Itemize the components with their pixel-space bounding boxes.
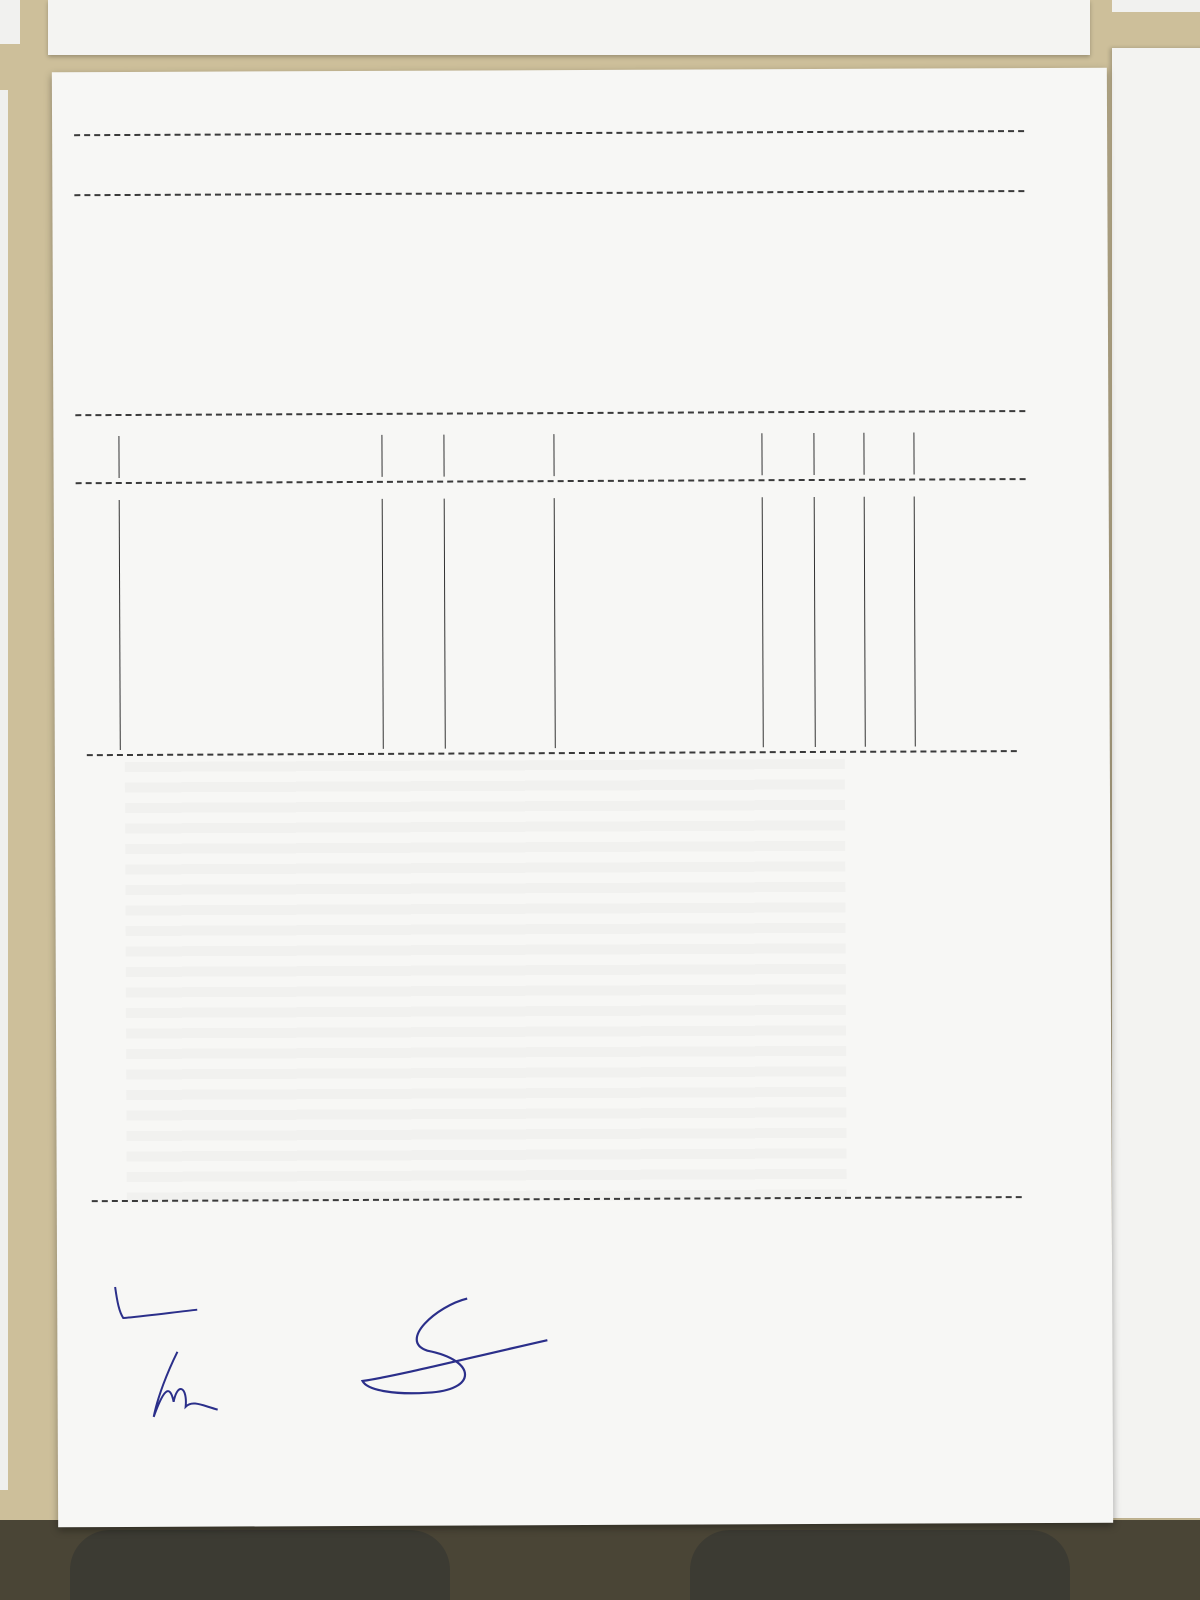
sync-right — [52, 68, 1107, 73]
commission-signature — [107, 1281, 248, 1432]
divider — [75, 410, 1025, 416]
row-separator — [382, 499, 384, 749]
row-separator — [119, 500, 121, 750]
handwritten-release-code — [752, 188, 992, 249]
background-sheet-top-right — [1112, 0, 1200, 12]
background-sheet-left — [0, 90, 8, 1490]
row-separator — [914, 497, 916, 747]
divider — [87, 750, 1017, 756]
breeder-signature — [357, 1290, 557, 1401]
header-separator — [381, 435, 382, 477]
header-separator — [913, 433, 914, 475]
sync-left — [52, 68, 1107, 73]
row-separator — [814, 497, 816, 747]
header-separator — [863, 433, 864, 475]
table-header — [52, 68, 1107, 73]
divider — [74, 130, 1024, 136]
race-info-right — [52, 68, 1107, 73]
results-table-body — [52, 68, 1107, 73]
race-info-left — [52, 68, 1107, 73]
show-through-shadow — [125, 759, 847, 1212]
background-sheet-corner — [0, 0, 20, 44]
background-sheet-top — [48, 0, 1090, 55]
row-separator — [554, 498, 556, 748]
row-separator — [444, 499, 446, 749]
row-separator — [864, 497, 866, 747]
header-separator — [553, 434, 554, 476]
header-separator — [761, 433, 762, 475]
shoe-right — [690, 1530, 1070, 1600]
desk-bottom — [0, 1520, 1200, 1600]
header-separator — [443, 435, 444, 477]
row-separator — [762, 497, 764, 747]
header-separator — [118, 436, 119, 478]
shoe-left — [70, 1530, 450, 1600]
divider — [76, 478, 1026, 484]
race-protocol-sheet — [52, 68, 1113, 1528]
adjacent-sheet — [1112, 48, 1200, 1518]
header-separator — [813, 433, 814, 475]
